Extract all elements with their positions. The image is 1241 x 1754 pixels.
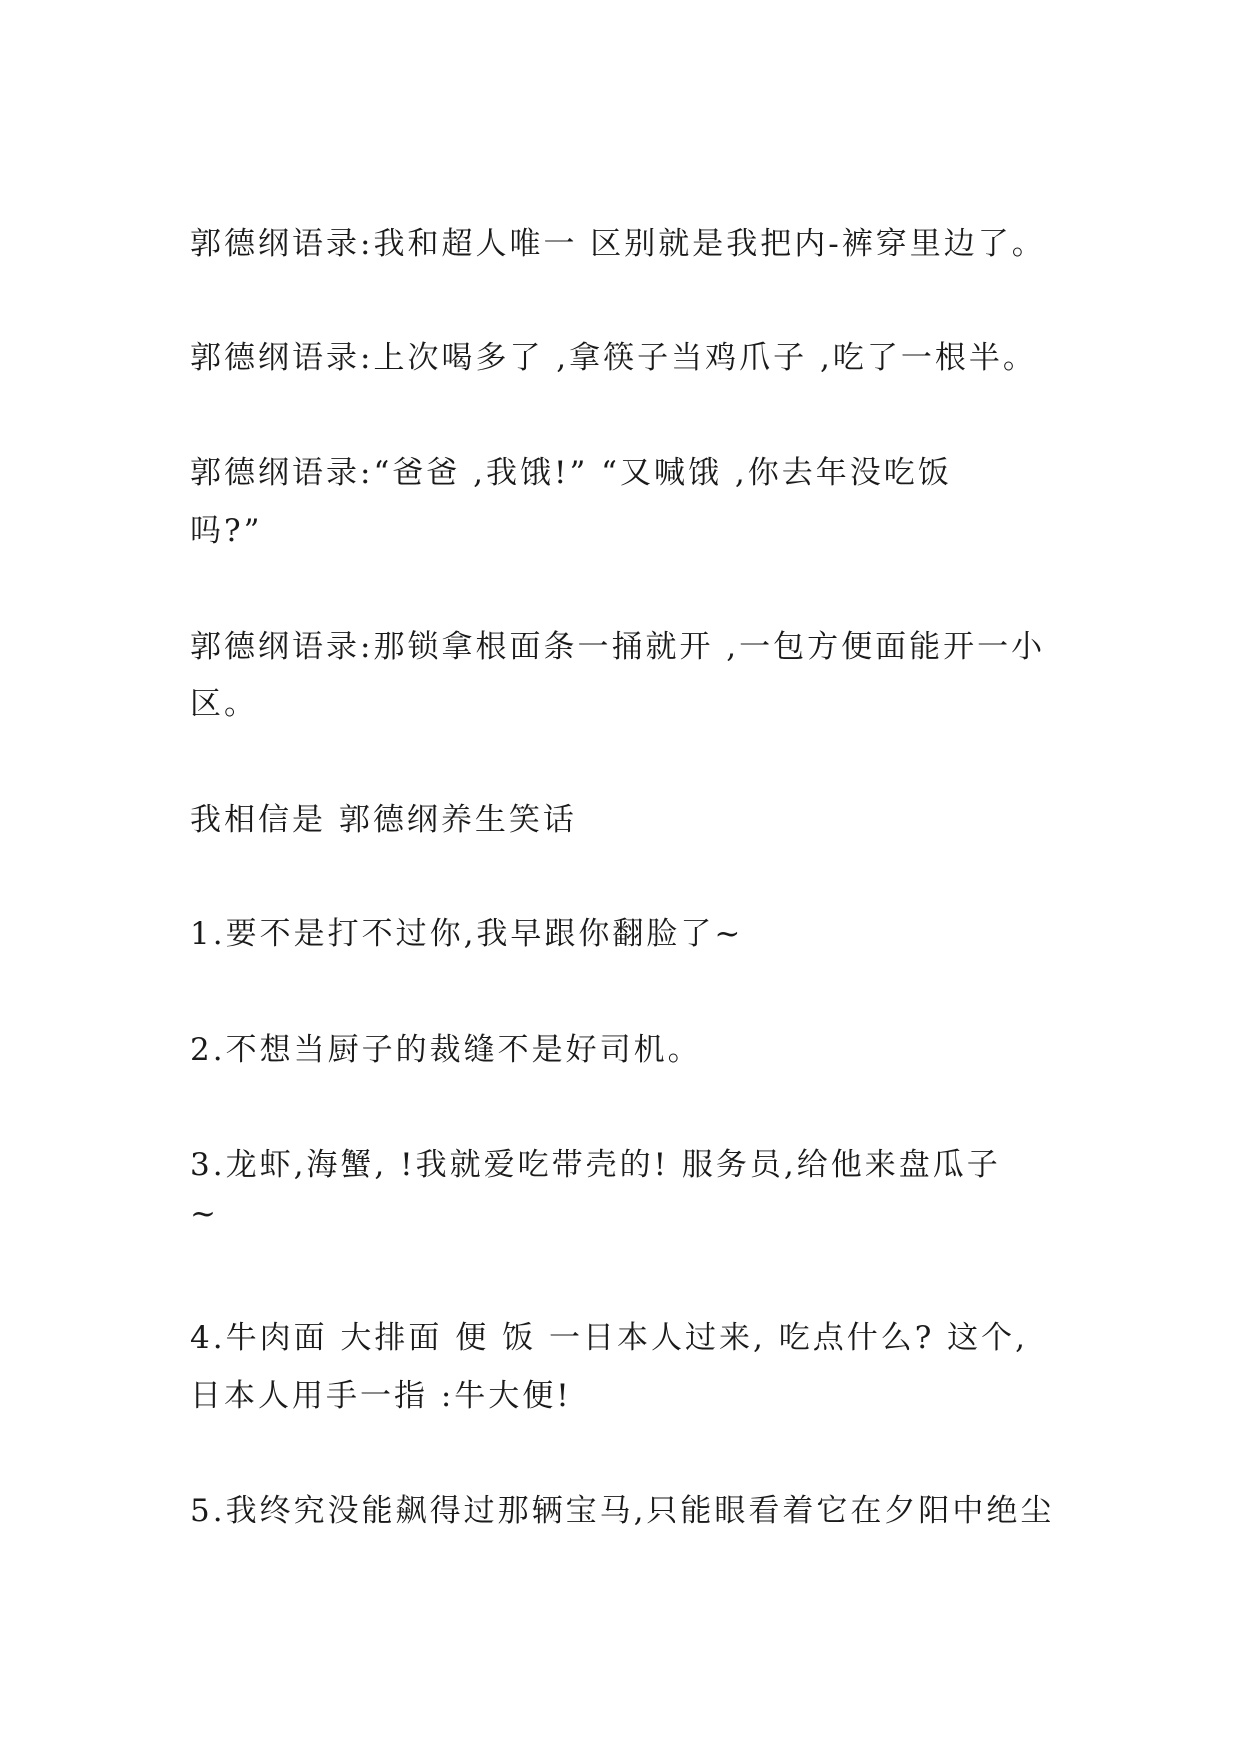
quote-line-4: 郭德纲语录:那锁拿根面条一捅就开 ,一包方便面能开一小 <box>190 629 1046 665</box>
section-heading: 我相信是 郭德纲养生笑话 <box>190 802 577 838</box>
quote-line-4-continued: 区。 <box>190 686 258 722</box>
joke-item-4: 4.牛肉面 大排面 便 饭 一日本人过来, 吃点什么? 这个, <box>190 1320 1029 1356</box>
quote-line-3: 郭德纲语录:“爸爸 ,我饿!” “又喊饿 ,你去年没吃饭 <box>190 455 952 491</box>
quote-line-2: 郭德纲语录:上次喝多了 ,拿筷子当鸡爪子 ,吃了一根半。 <box>190 340 1037 376</box>
joke-item-5: 5.我终究没能飙得过那辆宝马,只能眼看着它在夕阳中绝尘 <box>190 1493 1055 1529</box>
joke-item-4-continued: 日本人用手一指 :牛大便! <box>190 1378 572 1414</box>
joke-item-2: 2.不想当厨子的裁缝不是好司机。 <box>190 1032 702 1068</box>
quote-line-1: 郭德纲语录:我和超人唯一 区别就是我把内-裤穿里边了。 <box>190 226 1046 262</box>
joke-item-1: 1.要不是打不过你,我早跟你翻脸了~ <box>190 916 744 952</box>
joke-item-3: 3.龙虾,海蟹, !我就爱吃带壳的! 服务员,给他来盘瓜子 <box>190 1147 1001 1183</box>
quote-line-3-continued: 吗?” <box>190 513 263 549</box>
joke-item-3-continued: ~ <box>190 1196 219 1232</box>
